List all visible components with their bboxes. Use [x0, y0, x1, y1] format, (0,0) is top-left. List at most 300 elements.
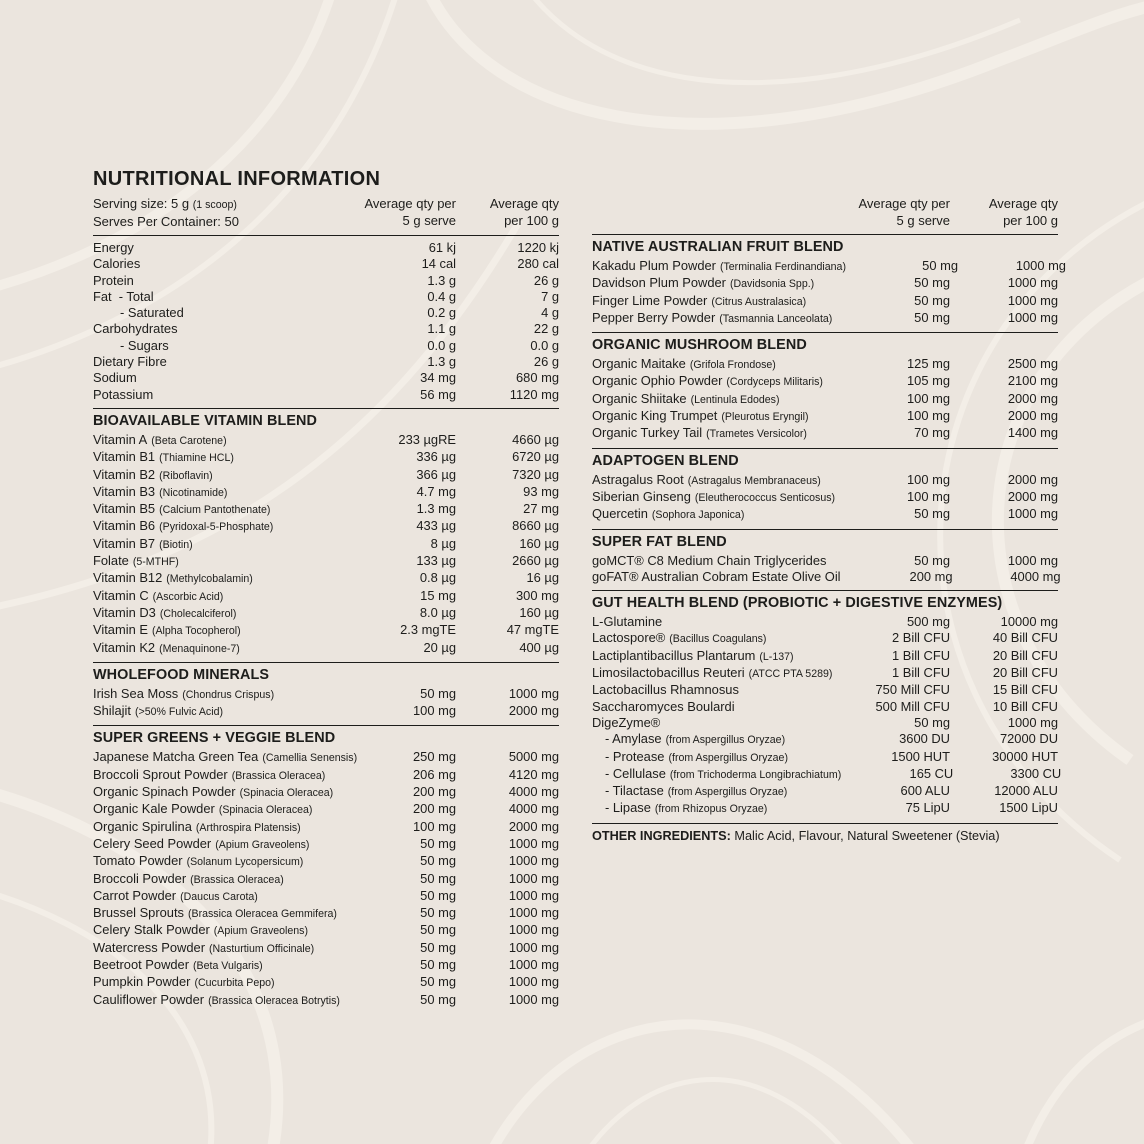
table-row: [592, 258, 1066, 275]
row-value-serve: 600 ALU: [900, 783, 950, 799]
row-value-100g: 1000 mg: [1007, 714, 1058, 730]
row-name-cell: [93, 749, 361, 766]
row-name: Japanese Matcha Green Tea: [93, 749, 259, 765]
left-column: [93, 196, 559, 1009]
row-value-100g: 4660 µg: [512, 431, 559, 447]
row-value-serve: 50 mg: [420, 887, 456, 903]
row-value-serve: 500 mg: [907, 614, 950, 630]
row-latin-name: (Brassica Oleracea): [231, 769, 326, 782]
row-value-100g: 160 µg: [519, 604, 559, 620]
row-name: Sodium: [93, 370, 137, 386]
table-row: [93, 387, 559, 403]
row-name-cell: [93, 501, 361, 518]
nutrition-panel: [93, 168, 1066, 1009]
section-header: GUT HEALTH BLEND (PROBIOTIC + DIGESTIVE ENZYMES): [592, 595, 1003, 612]
row-name: Fat - Total: [93, 288, 154, 304]
row-value-100g: 6720 µg: [512, 449, 559, 465]
row-name: Irish Sea Moss: [93, 685, 179, 701]
row-latin-name: (Bacillus Coagulans): [669, 633, 767, 646]
row-value-100g: 1000 mg: [508, 870, 559, 886]
row-value-serve: 233 µgRE: [398, 431, 456, 447]
section-header: NATIVE AUSTRALIAN FRUIT BLEND: [592, 239, 844, 255]
row-name-cell: [93, 240, 361, 256]
row-value-serve: 1.3 g: [427, 354, 456, 370]
row-name-cell: [93, 767, 361, 784]
table-row: [93, 605, 559, 622]
table-row: [93, 703, 559, 720]
table-row: [93, 922, 559, 939]
section-divider: [592, 234, 1058, 235]
table-row: [93, 819, 559, 836]
row-name-cell: [592, 310, 838, 327]
row-value-100g: 5000 mg: [508, 749, 559, 765]
table-row: [93, 588, 559, 605]
section-header: SUPER GREENS + VEGGIE BLEND: [93, 730, 336, 747]
column-header-serve-line2: 5 g serve: [896, 212, 950, 228]
row-value-serve: 50 mg: [420, 835, 456, 851]
row-value-serve: 50 mg: [420, 685, 456, 701]
table-row: [93, 240, 559, 256]
column-header-100g-line1: Average qty: [988, 196, 1058, 211]
row-name-cell: [93, 836, 361, 853]
row-value-100g: 300 mg: [516, 587, 559, 603]
row-value-serve: 50 mg: [420, 939, 456, 955]
section-header: WHOLEFOOD MINERALS: [93, 666, 270, 683]
table-row: [93, 273, 559, 289]
row-value-serve: 2 Bill CFU: [891, 630, 950, 646]
row-value-100g: 27 mg: [523, 501, 559, 517]
table-row: [93, 570, 559, 587]
row-value-100g: 3300 CU: [1010, 765, 1062, 781]
table-row: [93, 801, 559, 818]
row-latin-name: (Davidsonia Spp.): [729, 278, 815, 291]
section-divider: [592, 590, 1058, 591]
row-value-serve: 3600 DU: [899, 731, 950, 747]
row-name-cell: [93, 338, 361, 354]
table-row: [93, 501, 559, 518]
row-value-100g: 10000 mg: [1000, 614, 1058, 630]
row-value-serve: 14 cal: [421, 256, 456, 272]
row-name-cell: [93, 387, 361, 403]
row-value-100g: 20 Bill CFU: [992, 647, 1058, 663]
row-value-100g: 4000 mg: [508, 801, 559, 817]
row-name: Vitamin D3: [93, 604, 156, 620]
row-latin-name: (from Trichoderma Longibrachiatum): [669, 768, 842, 781]
table-row: [592, 682, 1058, 698]
row-name-cell: [93, 871, 361, 888]
row-name: Astragalus Root: [592, 471, 684, 487]
column-header-100g: [456, 196, 559, 230]
row-latin-name: (Riboflavin): [159, 469, 213, 482]
table-row: [93, 974, 559, 991]
row-latin-name: (Spinacia Oleracea): [218, 804, 313, 817]
row-name: Organic King Trumpet: [592, 408, 718, 424]
row-latin-name: (Menaquinone-7): [159, 642, 240, 655]
row-latin-name: (L-137): [759, 650, 794, 663]
row-value-serve: 100 mg: [907, 390, 950, 406]
row-value-100g: 1000 mg: [508, 887, 559, 903]
row-latin-name: (ATCC PTA 5289): [748, 668, 833, 681]
row-value-serve: 50 mg: [914, 552, 950, 568]
row-latin-name: (Brassica Oleracea Gemmifera): [188, 908, 337, 921]
row-value-serve: 50 mg: [420, 905, 456, 921]
table-row: [592, 783, 1058, 800]
table-row: [93, 640, 559, 657]
table-row: [93, 370, 559, 386]
row-value-100g: 4000 mg: [1010, 568, 1061, 584]
row-name-cell: [93, 289, 361, 305]
row-latin-name: (Apium Graveolens): [215, 838, 310, 851]
table-row: [592, 614, 1058, 630]
table-row: [93, 686, 559, 703]
row-name: Folate: [93, 553, 129, 569]
row-value-100g: 72000 DU: [999, 731, 1058, 747]
row-latin-name: (Grifola Frondose): [689, 359, 776, 372]
table-row: [592, 373, 1058, 390]
row-name: Saccharomyces Boulardi: [592, 698, 735, 714]
table-row: [93, 305, 559, 321]
row-value-100g: 280 cal: [517, 256, 559, 272]
row-value-100g: 1220 kj: [517, 240, 559, 255]
row-name-cell: [592, 391, 838, 408]
table-row: [592, 506, 1058, 523]
row-value-serve: 1.3 mg: [416, 501, 456, 517]
table-row: [93, 905, 559, 922]
row-value-serve: 50 mg: [914, 309, 950, 325]
table-row: [592, 648, 1058, 665]
row-latin-name: (>50% Fulvic Acid): [134, 706, 224, 719]
table-row: [592, 699, 1058, 715]
row-value-100g: 2500 mg: [1007, 356, 1058, 372]
row-name: - Sugars: [120, 337, 169, 353]
row-value-100g: 4120 mg: [508, 766, 559, 782]
row-value-serve: 2.3 mgTE: [400, 622, 456, 638]
other-ingredients: [592, 828, 1058, 845]
row-name: goFAT® Australian Cobram Estate Olive Oil: [592, 568, 841, 584]
table-row: [93, 940, 559, 957]
row-value-serve: 1.3 g: [427, 272, 456, 288]
table-row: [592, 630, 1058, 647]
row-name-cell: [592, 665, 838, 682]
row-name-cell: [93, 686, 361, 703]
row-name: Pumpkin Powder: [93, 974, 191, 990]
column-header-serve-line1: Average qty per: [364, 196, 456, 211]
row-value-100g: 1000 mg: [508, 685, 559, 701]
serving-size: [93, 196, 335, 214]
row-latin-name: (Pleurotus Eryngil): [721, 411, 809, 424]
row-latin-name: (Tasmannia Lanceolata): [719, 312, 833, 325]
row-latin-name: (Lentinula Edodes): [690, 393, 780, 406]
section-divider: [93, 408, 559, 409]
row-value-serve: 50 mg: [420, 974, 456, 990]
row-latin-name: (Nasturtium Officinale): [209, 942, 315, 955]
row-name: Organic Shiitake: [592, 390, 687, 406]
row-name-cell: [93, 974, 361, 991]
row-name-cell: [93, 992, 361, 1009]
row-latin-name: (Calcium Pantothenate): [159, 504, 271, 517]
row-name: Carbohydrates: [93, 321, 178, 337]
table-header-left: [93, 196, 559, 230]
row-name-cell: [93, 905, 361, 922]
row-value-100g: 1000 mg: [508, 905, 559, 921]
row-value-100g: 7320 µg: [512, 466, 559, 482]
table-row: [93, 449, 559, 466]
row-name: Lactiplantibacillus Plantarum: [592, 647, 756, 663]
row-value-serve: 0.2 g: [427, 305, 456, 321]
row-value-100g: 1000 mg: [508, 956, 559, 972]
row-name: Organic Turkey Tail: [592, 425, 703, 441]
row-name: Lactospore®: [592, 630, 666, 646]
row-value-serve: 20 µg: [423, 639, 456, 655]
row-name: Potassium: [93, 386, 154, 402]
table-row: [93, 536, 559, 553]
row-latin-name: (Methylcobalamin): [166, 573, 253, 586]
serving-info: [93, 196, 335, 230]
serves-per-container: Serves Per Container: 50: [93, 213, 239, 229]
other-ingredients-text: Malic Acid, Flavour, Natural Sweetener (Stevia): [734, 828, 1000, 843]
row-name-cell: [93, 484, 361, 501]
row-value-serve: 50 mg: [420, 853, 456, 869]
row-latin-name: (Terminalia Ferdinandiana): [719, 261, 846, 273]
section-header: SUPER FAT BLEND: [592, 533, 727, 550]
row-name-cell: [93, 518, 361, 535]
row-value-serve: 8.0 µg: [419, 604, 456, 620]
row-latin-name: (Ascorbic Acid): [152, 590, 224, 603]
table-row: [93, 992, 559, 1009]
section-divider: [592, 448, 1058, 449]
row-value-serve: 56 mg: [420, 386, 456, 402]
row-value-serve: 750 Mill CFU: [875, 682, 950, 698]
row-value-serve: 100 mg: [907, 408, 950, 424]
column-headers-right: [592, 196, 1058, 229]
row-value-100g: 1000 mg: [1015, 258, 1066, 273]
row-latin-name: (Pyridoxal-5-Phosphate): [159, 521, 274, 534]
row-name-cell: [592, 293, 838, 310]
row-value-serve: 50 mg: [914, 714, 950, 730]
row-value-serve: 206 mg: [413, 766, 456, 782]
row-value-100g: 1000 mg: [508, 922, 559, 938]
table-row: [93, 289, 559, 305]
row-name: Carrot Powder: [93, 887, 177, 903]
row-latin-name: (Biotin): [159, 538, 193, 551]
row-value-100g: 1000 mg: [508, 974, 559, 990]
table-row: [592, 553, 1058, 569]
table-row: [93, 467, 559, 484]
row-name: Vitamin B1: [93, 449, 156, 465]
row-name-cell: [93, 640, 361, 657]
table-header-right: [592, 196, 1058, 229]
table-row: [592, 310, 1058, 327]
row-name-cell: [592, 749, 838, 766]
table-row: [93, 518, 559, 535]
row-name-cell: [592, 800, 838, 817]
row-name-cell: [592, 553, 838, 569]
column-header-100g: [950, 196, 1058, 229]
row-value-100g: 4000 mg: [508, 784, 559, 800]
row-name: Vitamin B6: [93, 518, 156, 534]
table-row: [93, 321, 559, 337]
row-value-serve: 125 mg: [907, 356, 950, 372]
row-value-serve: 100 mg: [907, 488, 950, 504]
row-name-cell: [93, 536, 361, 553]
row-latin-name: (Thiamine HCL): [159, 452, 234, 465]
row-name: Energy: [93, 240, 134, 255]
row-name: L-Glutamine: [592, 614, 663, 630]
row-name-cell: [93, 321, 361, 337]
row-latin-name: (from Aspergillus Oryzae): [667, 786, 788, 799]
row-name: Broccoli Sprout Powder: [93, 766, 228, 782]
row-name: Vitamin E: [93, 622, 148, 638]
table-row: [592, 715, 1058, 731]
row-name: - Protease: [605, 748, 665, 764]
serving-size-text: Serving size: 5 g: [93, 196, 190, 211]
row-value-serve: 50 mg: [914, 506, 950, 522]
row-latin-name: (Citrus Australasica): [711, 295, 807, 308]
column-header-100g-line2: per 100 g: [1003, 212, 1058, 228]
row-value-serve: 50 mg: [922, 258, 958, 273]
row-latin-name: (Sophora Japonica): [651, 509, 745, 522]
table-row: [592, 765, 1062, 783]
row-name-cell: [93, 432, 361, 449]
table-row: [592, 731, 1058, 748]
row-name-cell: [93, 467, 361, 484]
row-name-cell: [93, 570, 361, 587]
row-name-cell: [592, 489, 838, 506]
row-latin-name: (Chondrus Crispus): [182, 688, 275, 701]
row-latin-name: (Cordyceps Militaris): [726, 376, 823, 389]
row-value-100g: 2000 mg: [1007, 408, 1058, 424]
row-value-serve: 133 µg: [416, 553, 456, 569]
row-value-100g: 8660 µg: [512, 518, 559, 534]
column-header-serve-line1: Average qty per: [858, 196, 950, 211]
row-name: Watercress Powder: [93, 939, 205, 955]
section-header: ADAPTOGEN BLEND: [592, 452, 739, 469]
row-value-serve: 100 mg: [413, 818, 456, 834]
row-name: - Saturated: [120, 305, 184, 321]
row-name: Celery Stalk Powder: [93, 922, 210, 938]
row-value-serve: 100 mg: [907, 471, 950, 487]
row-latin-name: (Camellia Senensis): [262, 752, 358, 765]
table-row: [93, 338, 559, 354]
row-value-100g: 1000 mg: [1007, 552, 1058, 568]
row-latin-name: (Daucus Carota): [180, 890, 258, 903]
row-name-cell: [93, 957, 361, 974]
row-value-serve: 50 mg: [914, 275, 950, 291]
row-name: Vitamin B12: [93, 570, 163, 586]
row-latin-name: (Nicotinamide): [159, 486, 228, 499]
row-name: Beetroot Powder: [93, 956, 190, 972]
column-header-100g-line2: per 100 g: [504, 212, 559, 228]
row-value-serve: 50 mg: [420, 956, 456, 972]
table-row: [93, 484, 559, 501]
row-value-100g: 4 g: [541, 305, 559, 321]
row-value-100g: 30000 HUT: [992, 748, 1058, 764]
row-latin-name: (Astragalus Membranaceus): [687, 474, 821, 487]
row-name: Finger Lime Powder: [592, 292, 708, 308]
row-value-100g: 93 mg: [523, 483, 559, 499]
table-row: [592, 749, 1058, 766]
row-name: Vitamin B3: [93, 483, 156, 499]
row-value-100g: 160 µg: [519, 535, 559, 551]
table-row: [93, 871, 559, 888]
row-latin-name: (Cucurbita Pepo): [194, 977, 275, 990]
row-name: Broccoli Powder: [93, 870, 187, 886]
row-name: Vitamin C: [93, 587, 149, 603]
row-name-cell: [592, 731, 838, 748]
row-value-serve: 1500 HUT: [891, 748, 950, 764]
row-name: Dietary Fibre: [93, 354, 167, 370]
column-header-serve-line2: 5 g serve: [402, 212, 456, 228]
row-value-100g: 7 g: [541, 288, 559, 304]
section-divider: [592, 823, 1058, 824]
row-value-100g: 10 Bill CFU: [992, 698, 1058, 714]
row-value-100g: 1000 mg: [1007, 275, 1058, 291]
row-value-serve: 200 mg: [413, 801, 456, 817]
row-value-serve: 0.8 µg: [419, 570, 456, 586]
row-name: Organic Spirulina: [93, 818, 192, 834]
row-value-100g: 1000 mg: [1007, 506, 1058, 522]
row-value-100g: 1500 LipU: [999, 800, 1058, 816]
table-row: [93, 888, 559, 905]
row-latin-name: (Spinacia Oleracea): [239, 787, 334, 800]
row-name-cell: [592, 373, 838, 390]
row-name-cell: [93, 588, 361, 605]
row-name-cell: [592, 699, 838, 715]
row-name-cell: [592, 630, 838, 647]
row-name-cell: [93, 354, 361, 370]
row-value-serve: 34 mg: [420, 370, 456, 386]
row-name-cell: [592, 425, 838, 442]
table-row: [592, 425, 1058, 442]
row-name: - Cellulase: [605, 765, 666, 781]
row-value-serve: 1 Bill CFU: [891, 665, 950, 681]
row-name-cell: [93, 703, 361, 720]
row-name: Organic Spinach Powder: [93, 784, 236, 800]
row-value-serve: 0.4 g: [427, 288, 456, 304]
table-row: [93, 749, 559, 766]
row-value-serve: 8 µg: [430, 535, 456, 551]
row-name: Kakadu Plum Powder: [592, 258, 716, 273]
table-row: [592, 489, 1058, 506]
row-latin-name: (Cholecalciferol): [159, 607, 237, 620]
row-name-cell: [93, 888, 361, 905]
row-value-serve: 75 LipU: [905, 800, 950, 816]
row-value-serve: 100 mg: [413, 703, 456, 719]
columns: [93, 196, 1066, 1009]
table-row: [93, 553, 559, 570]
row-name: Limosilactobacillus Reuteri: [592, 665, 745, 681]
table-row: [592, 275, 1058, 292]
row-value-100g: 22 g: [533, 321, 559, 337]
row-name: Celery Seed Powder: [93, 835, 212, 851]
table-row: [592, 391, 1058, 408]
row-value-serve: 70 mg: [914, 425, 950, 441]
row-name-cell: [592, 682, 838, 698]
row-name-cell: [93, 273, 361, 289]
row-name-cell: [592, 569, 841, 585]
row-name: Tomato Powder: [93, 853, 183, 869]
table-row: [592, 568, 1061, 585]
row-name: Shilajit: [93, 703, 131, 719]
row-value-100g: 2000 mg: [1007, 488, 1058, 504]
column-header-serve: [592, 196, 950, 229]
column-header-100g-line1: Average qty: [489, 196, 559, 211]
row-name: Lactobacillus Rhamnosus: [592, 682, 739, 698]
row-name: Brussel Sprouts: [93, 905, 184, 921]
row-name-cell: [592, 472, 838, 489]
row-value-serve: 105 mg: [907, 373, 950, 389]
row-name-cell: [592, 408, 838, 425]
